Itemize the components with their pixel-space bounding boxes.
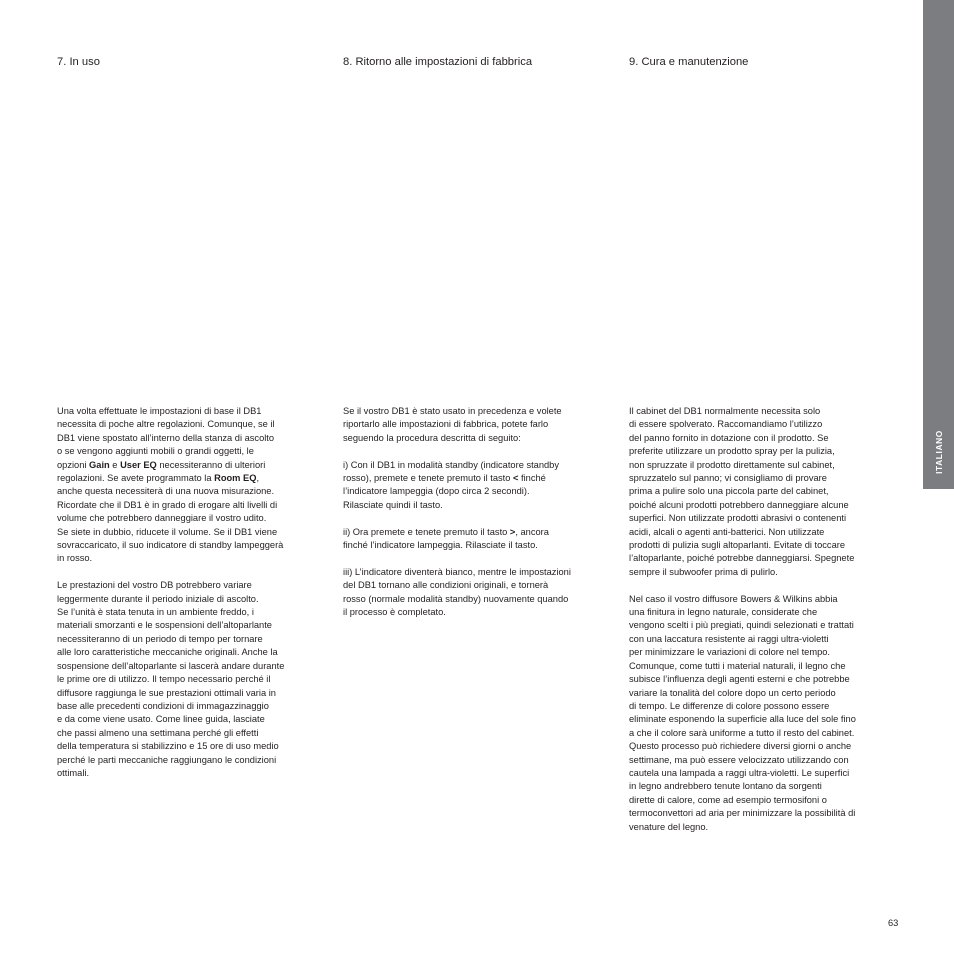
text-line: iii) L’indicatore diventerà bianco, mentre le impostazioni: [343, 566, 571, 577]
text-line: Nel caso il vostro diffusore Bowers & Wilkins abbia: [629, 593, 838, 604]
text-line: non spruzzate il prodotto direttamente sul cabinet,: [629, 459, 835, 470]
text-line: preferite utilizzare un prodotto spray per la pulizia,: [629, 446, 835, 457]
term-room-eq: Room EQ: [214, 473, 257, 484]
paragraph-gap: [629, 579, 904, 592]
text-line: eliminate esponendo la superficie alla luce del sole fino: [629, 714, 856, 725]
paragraph-step-3: [343, 566, 613, 620]
text-line: il processo è completato.: [343, 607, 446, 618]
text-line: a che il colore sarà uniforme a tutto il resto del cabinet.: [629, 727, 855, 738]
text-line: leggermente durante il periodo iniziale di ascolto.: [57, 593, 259, 604]
text-line: Il cabinet del DB1 normalmente necessita solo: [629, 406, 821, 416]
text-line: acidi, alcali o agenti anti-batterici. Non utilizzate: [629, 526, 825, 537]
text-fragment: opzioni: [57, 459, 90, 470]
column-in-uso: [57, 405, 327, 780]
paragraph-step-2: [343, 526, 613, 553]
paragraph-prestazioni: [57, 579, 327, 780]
paragraph-pulizia-cabinet: [629, 405, 904, 579]
text-line: alle loro caratteristiche meccaniche originali. Anche la: [57, 647, 278, 658]
paragraph-gap: [57, 566, 327, 579]
text-line: [343, 472, 613, 485]
text-line: Ricordate che il DB1 è in grado di erogare alti livelli di: [57, 499, 278, 510]
text-line: variare la tonalità del colore dopo un certo periodo: [629, 687, 836, 698]
text-line: termoconvettori ad aria per minimizzare la possibilità di: [629, 808, 856, 819]
text-line: Le prestazioni del vostro DB potrebbero variare: [57, 580, 252, 591]
text-fragment: necessiteranno di ulteriori: [156, 459, 266, 470]
text-line: dirette di calore, come ad esempio termosifoni o: [629, 794, 827, 805]
paragraph-gap: [343, 552, 613, 565]
text-line: Se il vostro DB1 è stato usato in precedenza e volete: [343, 406, 562, 416]
text-line: cautela una lampada a raggi ultra-violetti. Le superfici: [629, 767, 850, 778]
text-line: Se siete in dubbio, riducete il volume. Se il DB1 viene: [57, 526, 278, 537]
text-line: sospensione dell’altoparlante si lascerà andare durante: [57, 660, 285, 671]
key-left-icon: <: [513, 473, 519, 484]
text-fragment: finché: [518, 473, 546, 484]
text-line: Rilasciate quindi il tasto.: [343, 499, 443, 510]
paragraph-gap: [343, 512, 613, 525]
text-line: base alle precedenti condizioni di immagazzinaggio: [57, 700, 269, 711]
text-line: per minimizzare le variazioni di colore nel tempo.: [629, 647, 830, 658]
text-line: l’altoparlante, poiché potrebbe danneggiarsi. Spegnete: [629, 553, 855, 564]
text-fragment: regolazioni. Se avete programmato la: [57, 473, 215, 484]
text-line: in rosso.: [57, 553, 93, 564]
text-line: perché le parti meccaniche raggiungano le condizioni: [57, 754, 277, 765]
text-line: con una laccatura resistente ai raggi ultra-violetti: [629, 633, 829, 644]
paragraph-regolazioni: [57, 405, 327, 566]
text-line: [57, 472, 327, 485]
text-line: [343, 526, 613, 539]
text-fragment: rosso), premete e tenete premuto il tasto: [343, 473, 514, 484]
text-line: una finitura in legno naturale, considerate che: [629, 607, 818, 618]
text-line: finché l’indicatore lampeggia. Rilasciate il tasto.: [343, 540, 538, 551]
text-line: ottimali.: [57, 767, 90, 778]
page-number: 63: [888, 918, 899, 928]
text-line: del panno fornito in dotazione con il prodotto. Se: [629, 432, 829, 443]
text-line: rosso (normale modalità standby) nuovamente quando: [343, 593, 569, 604]
text-line: sovraccaricato, il suo indicatore di standby lampeggerà: [57, 540, 284, 551]
term-user-eq: User EQ: [120, 459, 157, 470]
text-line: anche questa necessiterà di una nuova misurazione.: [57, 486, 275, 497]
text-line: necessiteranno di un periodo di tempo per tornare: [57, 633, 263, 644]
text-line: o se vengono aggiunti mobili o grandi oggetti, le: [57, 446, 254, 457]
text-line: vengono scelti i più pregiati, quindi selezionati e trattati: [629, 620, 854, 631]
text-line: del DB1 tornano alle condizioni originali, e tornerà: [343, 580, 549, 591]
column-ritorno-impostazioni: [343, 405, 613, 619]
section-heading-in-uso: 7. In uso: [57, 56, 100, 68]
text-line: sempre il subwoofer prima di pulirlo.: [629, 566, 778, 577]
paragraph-gap: [343, 445, 613, 458]
text-line: necessita di poche altre regolazioni. Comunque, se il: [57, 419, 275, 430]
text-line: [57, 459, 327, 472]
text-fragment: ,: [256, 473, 260, 484]
text-line: DB1 viene spostato all’interno della stanza di ascolto: [57, 432, 275, 443]
text-line: riportarlo alle impostazioni di fabbrica, potete farlo: [343, 419, 549, 430]
text-line: Se l’unità è stata tenuta in un ambiente freddo, i: [57, 607, 254, 618]
text-line: prima a pulire solo una piccola parte del cabinet,: [629, 486, 829, 497]
text-line: Comunque, come tutti i material naturali, il legno che: [629, 660, 846, 671]
column-cura-manutenzione: [629, 405, 904, 834]
text-line: poiché alcuni prodotti potrebbero danneggiare alcune: [629, 499, 849, 510]
text-line: e da come viene usato. Come linee guida, lasciate: [57, 714, 265, 725]
term-gain: Gain: [89, 459, 110, 470]
language-side-tab: [923, 0, 954, 489]
text-line: venature del legno.: [629, 821, 709, 832]
text-line: Questo processo può richiedere diversi giorni o anche: [629, 741, 852, 752]
key-right-icon: >: [509, 526, 516, 537]
text-line: volume che potrebbero danneggiare il vostro udito.: [57, 513, 267, 524]
text-line: diffusore raggiunga le sue prestazioni ottimali varia in: [57, 687, 276, 698]
text-line: subisce l’influenza degli agenti esterni e che potrebbe: [629, 674, 850, 685]
text-line: che passi almeno una settimana perché gli effetti: [57, 727, 259, 738]
text-line: in legno andrebbero tenute lontano da sorgenti: [629, 781, 822, 792]
paragraph-intro-reset: [343, 405, 613, 445]
text-line: le prime ore di utilizzo. Il tempo necessario perché il: [57, 674, 271, 685]
text-line: l’indicatore lampeggia (dopo circa 2 secondi).: [343, 486, 530, 497]
section-heading-ritorno-impostazioni: 8. Ritorno alle impostazioni di fabbrica: [343, 56, 533, 68]
text-fragment: ii) Ora premete e tenete premuto il tasto: [343, 526, 510, 537]
language-tab-label: ITALIANO: [933, 430, 944, 474]
text-line: di tempo. Le differenze di colore possono essere: [629, 700, 830, 711]
text-line: prodotti di pulizia sugli altoparlanti. Evitate di toccare: [629, 540, 846, 551]
section-heading-cura-manutenzione: 9. Cura e manutenzione: [629, 56, 749, 68]
text-line: Una volta effettuate le impostazioni di base il DB1: [57, 406, 262, 416]
text-line: materiali smorzanti e le sospensioni dell’altoparlante: [57, 620, 272, 631]
text-line: di essere spolverato. Raccomandiamo l’utilizzo: [629, 419, 823, 430]
text-line: i) Con il DB1 in modalità standby (indicatore standby: [343, 459, 560, 470]
paragraph-finitura-legno: [629, 593, 904, 834]
text-line: spruzzatelo sul panno; vi consigliamo di provare: [629, 473, 827, 484]
text-line: seguendo la procedura descritta di seguito:: [343, 432, 521, 443]
text-line: della temperatura si stabilizzino e 15 ore di uso medio: [57, 741, 279, 752]
text-line: superfici. Non utilizzate prodotti abrasivi o contenenti: [629, 513, 847, 524]
text-fragment: e: [109, 459, 121, 470]
text-fragment: , ancora: [515, 526, 549, 537]
text-line: settimane, ma può essere velocizzato utilizzando con: [629, 754, 849, 765]
paragraph-step-1: [343, 459, 613, 513]
